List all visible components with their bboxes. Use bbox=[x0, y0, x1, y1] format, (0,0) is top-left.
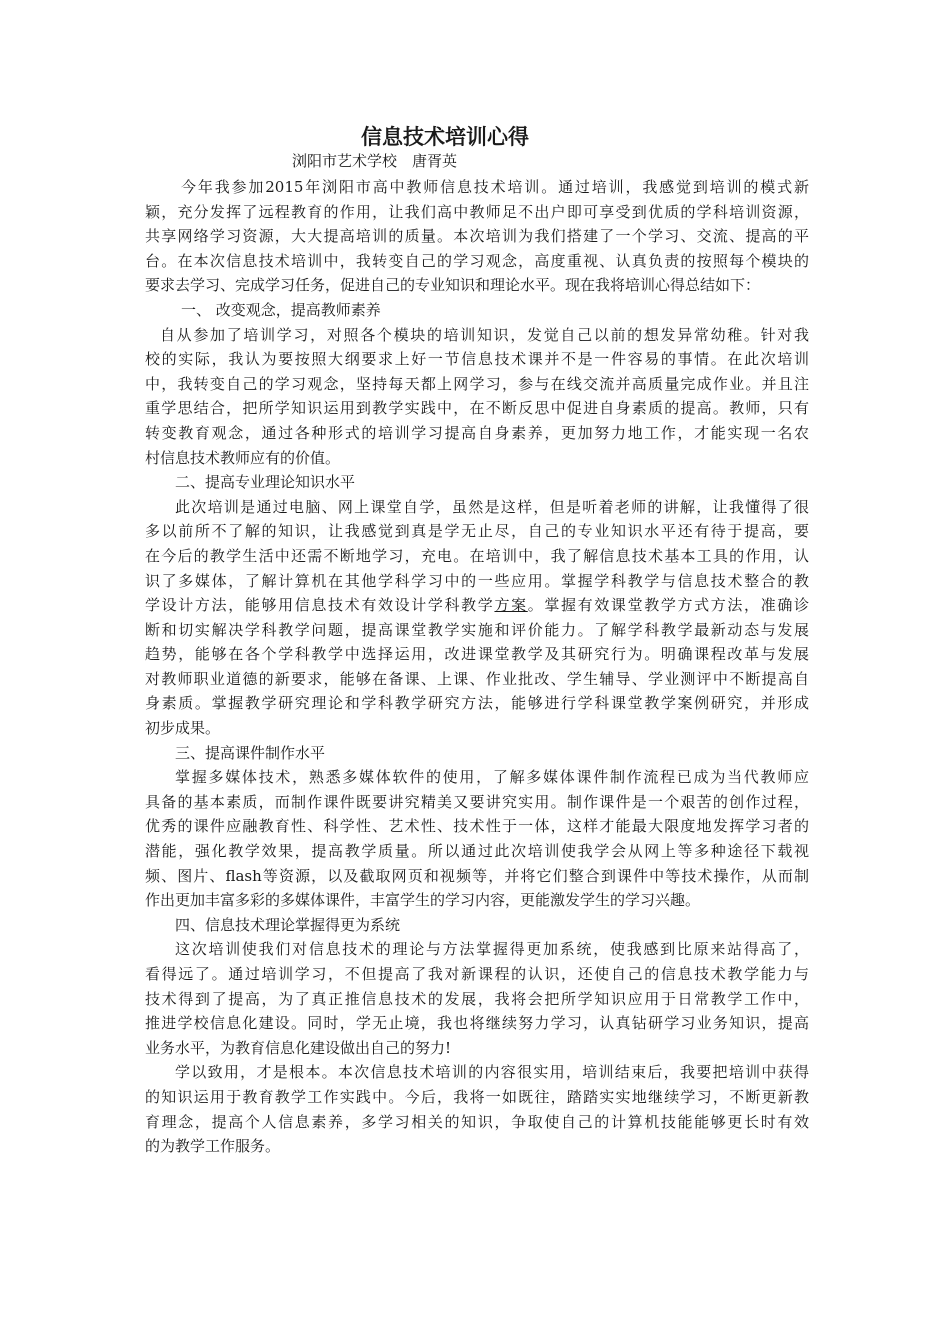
text-line-content: 在今后的教学生活中还需不断地学习，充电。在培训中，我了解信息技术基本工具的作用，认 bbox=[145, 546, 809, 565]
text-line-content: 技术得到了提高，为了真正推信息技术的发展，我将会把所学知识应用于日常教学工作中， bbox=[145, 989, 809, 1008]
text-line bbox=[145, 200, 809, 225]
text-line bbox=[145, 839, 809, 864]
text-line-content: 要求去学习、完成学习任务，促进自己的专业知识和理论水平。现在我将培训心得总结如下： bbox=[145, 276, 761, 295]
text-line-content: 颖，充分发挥了远程教育的作用，让我们高中教师足不出户即可享受到优质的学科培训资源， bbox=[145, 202, 809, 221]
text-line-content: 潜能，强化教学效果，提高教学质量。所以通过此次培训使我学会从网上等多种途径下载视 bbox=[145, 842, 809, 861]
document-body bbox=[145, 175, 809, 1159]
text-line-content: 优秀的课件应融教育性、科学性、艺术性、技术性于一体，这样才能最大限度地发挥学习者的 bbox=[145, 817, 809, 836]
text-line-content: 学以致用，才是根本。本次信息技术培训的内容很实用，培训结束后，我要把培训中获得 bbox=[175, 1063, 809, 1082]
section-heading bbox=[145, 470, 809, 495]
text-line-content: 村信息技术教师应有的价值。 bbox=[145, 448, 341, 467]
text-line bbox=[145, 987, 809, 1012]
author-byline: 浏阳市艺术学校 唐胥英 bbox=[292, 152, 458, 170]
text-line bbox=[145, 323, 809, 348]
text-line bbox=[145, 618, 809, 643]
text-line-content: 识了多媒体，了解计算机在其他学科学习中的一些应用。掌握学科教学与信息技术整合的教 bbox=[145, 571, 809, 590]
text-line-content: 今年我参加2015年浏阳市高中教师信息技术培训。通过培训，我感觉到培训的模式新 bbox=[181, 178, 809, 196]
text-line-content: 具备的基本素质，而制作课件既要讲究精美又要讲究实用。制作课件是一个艰苦的创作过程， bbox=[145, 792, 809, 811]
text-line-content: 掌握多媒体技术，熟悉多媒体软件的使用，了解多媒体课件制作流程已成为当代教师应 bbox=[175, 768, 809, 787]
text-line-content: 此次培训是通过电脑、网上课堂自学，虽然是这样，但是听着老师的讲解，让我懂得了很 bbox=[175, 497, 809, 516]
text-line-content: 育理念，提高个人信息素养，多学习相关的知识，争取使自己的计算机技能能够更长时有效 bbox=[145, 1112, 809, 1131]
text-line bbox=[145, 1110, 809, 1135]
section-heading bbox=[145, 741, 809, 766]
text-line bbox=[145, 446, 809, 471]
text-line-content: 二、提高专业理论知识水平 bbox=[175, 473, 356, 492]
section-heading bbox=[145, 913, 809, 938]
text-line bbox=[145, 765, 809, 790]
text-line-content: 推进学校信息化建设。同时，学无止境，我也将继续努力学习，认真钻研学习业务知识，提高 bbox=[145, 1014, 809, 1033]
text-line bbox=[145, 864, 809, 889]
text-line-content: 断和切实解决学科教学问题，提高课堂教学实施和评价能力。了解学科教学最新动态与发展 bbox=[145, 620, 809, 639]
text-line bbox=[145, 642, 809, 667]
text-line-content: 转变教育观念，通过各种形式的培训学习提高自身素养，更加努力地工作，才能实现一名农 bbox=[145, 423, 809, 442]
text-line bbox=[145, 1085, 809, 1110]
text-line bbox=[145, 347, 809, 372]
text-line-content: 台。在本次信息技术培训中，我转变自己的学习观念，高度重视、认真负责的按照每个模块的 bbox=[145, 251, 809, 270]
text-line-content: 的知识运用于教育教学工作实践中。今后，我将一如既往，踏踏实实地继续学习，不断更新教 bbox=[145, 1087, 809, 1106]
text-line-content: 对教师职业道德的新要求，能够在备课、上课、作业批改、学生辅导、学业测评中不断提高自 bbox=[145, 669, 809, 688]
text-line bbox=[145, 175, 809, 200]
text-line-content: 。掌握有效课堂教学方式方法，准确诊 bbox=[527, 596, 809, 615]
text-line-content: 学设计方法，能够用信息技术有效设计学科教学 bbox=[145, 596, 495, 615]
text-line bbox=[145, 790, 809, 815]
text-line bbox=[145, 372, 809, 397]
text-line bbox=[145, 569, 809, 594]
text-line bbox=[145, 224, 809, 249]
text-line bbox=[145, 667, 809, 692]
text-line bbox=[145, 1011, 809, 1036]
text-line-content: 自从参加了培训学习，对照各个模块的培训知识，发觉自己以前的想发异常幼稚。针对我 bbox=[160, 325, 809, 344]
text-line bbox=[145, 1060, 809, 1085]
text-line bbox=[145, 495, 809, 520]
text-line bbox=[145, 593, 809, 618]
text-line-content: 这次培训使我们对信息技术的理论与方法掌握得更加系统，使我感到比原来站得高了， bbox=[175, 940, 809, 959]
document-title: 信息技术培训心得 bbox=[361, 125, 529, 149]
text-line-content: 共享网络学习资源，大大提高培训的质量。本次培训为我们搭建了一个学习、交流、提高的平 bbox=[145, 227, 809, 246]
text-line-content: 多以前所不了解的知识，让我感觉到真是学无止尽，自己的专业知识水平还有待于提高，要 bbox=[145, 522, 809, 541]
text-line-content: 业务水平，为教育信息化建设做出自己的努力! bbox=[145, 1038, 452, 1057]
text-line bbox=[145, 273, 809, 298]
text-line bbox=[145, 519, 809, 544]
text-line-content: 的为教学工作服务。 bbox=[145, 1137, 281, 1156]
text-line-content: 初步成果。 bbox=[145, 719, 221, 738]
text-line-content: 三、提高课件制作水平 bbox=[175, 743, 326, 762]
text-line bbox=[145, 396, 809, 421]
text-line bbox=[145, 691, 809, 716]
text-line bbox=[145, 814, 809, 839]
text-line-content: 校的实际，我认为要按照大纲要求上好一节信息技术课并不是一件容易的事情。在此次培训 bbox=[145, 350, 809, 369]
text-line bbox=[145, 1134, 809, 1159]
text-line-content: 一、 改变观念，提高教师素养 bbox=[181, 300, 381, 319]
text-line-content: 重学思结合，把所学知识运用到教学实践中，在不断反思中促进自身素质的提高。教师，只有 bbox=[145, 399, 809, 418]
text-line-content: 看得远了。通过培训学习，不但提高了我对新课程的认识，还使自己的信息技术教学能力与 bbox=[145, 965, 809, 983]
text-line bbox=[145, 1036, 809, 1061]
text-line-content: 趋势，能够在各个学科教学中选择运用，改进课堂教学及其研究行为。明确课程改革与发展 bbox=[145, 645, 809, 664]
text-line bbox=[145, 937, 809, 962]
text-line-content: 频、图片、flash等资源，以及截取网页和视频等，并将它们整合到课件中等技术操作，从而制 bbox=[145, 866, 809, 885]
text-line-content: 作出更加丰富多彩的多媒体课件，丰富学生的学习内容，更能激发学生的学习兴趣。 bbox=[145, 891, 701, 910]
text-line-content: 身素质。掌握教学研究理论和学科教学研究方法，能够进行学科课堂教学案例研究，并形成 bbox=[145, 694, 809, 713]
inline-link[interactable]: 方案 bbox=[494, 596, 528, 615]
text-line bbox=[145, 544, 809, 569]
section-heading bbox=[145, 298, 809, 323]
text-line bbox=[145, 421, 809, 446]
text-line bbox=[145, 888, 809, 913]
text-line-content: 中，我转变自己的学习观念，坚持每天都上网学习，参与在线交流并高质量完成作业。并且注 bbox=[145, 374, 809, 393]
text-line-content: 四、信息技术理论掌握得更为系统 bbox=[175, 915, 401, 934]
text-line bbox=[145, 249, 809, 274]
text-line bbox=[145, 716, 809, 741]
text-line bbox=[145, 962, 809, 987]
